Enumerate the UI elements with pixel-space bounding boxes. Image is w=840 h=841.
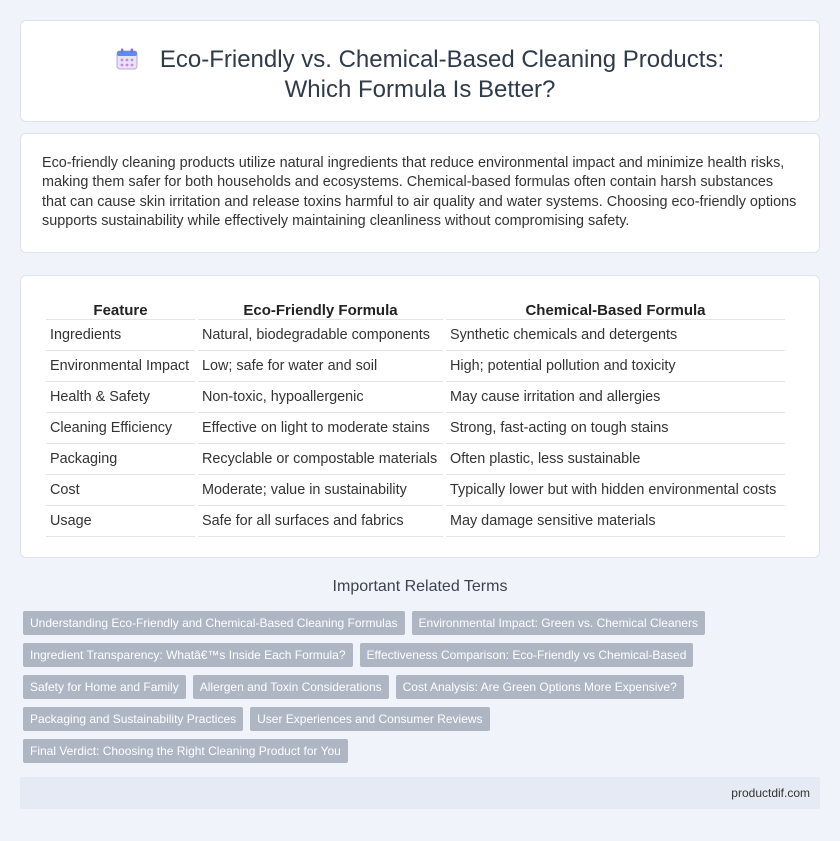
page-title-wrap [81, 45, 759, 105]
related-term-tag[interactable]: Packaging and Sustainability Practices [23, 707, 243, 731]
header-feature: Feature [46, 296, 195, 320]
related-term-tag[interactable]: Final Verdict: Choosing the Right Cleaning Product for You [23, 739, 348, 763]
related-term-tag[interactable]: Understanding Eco-Friendly and Chemical-Based Cleaning Formulas [23, 611, 405, 635]
related-terms-heading: Important Related Terms [332, 578, 508, 595]
related-terms-list [23, 611, 803, 771]
header-eco-friendly: Eco-Friendly Formula [198, 296, 443, 320]
table-row [46, 382, 785, 413]
eco-cell: Moderate; value in sustainability [198, 475, 443, 506]
calendar-icon [116, 48, 138, 70]
eco-cell: Non-toxic, hypoallergenic [198, 382, 443, 413]
comparison-table [43, 296, 788, 537]
feature-cell: Packaging [46, 444, 195, 475]
related-term-tag[interactable]: Cost Analysis: Are Green Options More Expensive? [396, 675, 684, 699]
table-row [46, 506, 785, 537]
chemical-cell: Strong, fast-acting on tough stains [446, 413, 785, 444]
chemical-cell: High; potential pollution and toxicity [446, 351, 785, 382]
page-title: Eco-Friendly vs. Chemical-Based Cleaning Products: Which Formula Is Better? [159, 46, 725, 103]
comparison-card [20, 275, 820, 558]
header-chemical-based: Chemical-Based Formula [446, 296, 785, 320]
chemical-cell: May damage sensitive materials [446, 506, 785, 537]
table-row [46, 351, 785, 382]
eco-cell: Natural, biodegradable components [198, 320, 443, 351]
intro-paragraph: Eco-friendly cleaning products utilize natural ingredients that reduce environmental impact and minimize health risks, making them safer for both households and ecosystems. Chemical-based formulas often contain harsh substances that can cause skin irritation and release toxins harmful to air quality and water systems. Choosing eco-friendly options supports sustainability while effectively maintaining cleanliness without compromising safety. [42, 155, 797, 230]
tag-row [23, 707, 803, 731]
intro-card [20, 133, 820, 253]
table-row [46, 320, 785, 351]
chemical-cell: Synthetic chemicals and detergents [446, 320, 785, 351]
related-term-tag[interactable]: Safety for Home and Family [23, 675, 186, 699]
chemical-cell: May cause irritation and allergies [446, 382, 785, 413]
eco-cell: Safe for all surfaces and fabrics [198, 506, 443, 537]
related-term-tag[interactable]: Environmental Impact: Green vs. Chemical Cleaners [412, 611, 705, 635]
feature-cell: Cost [46, 475, 195, 506]
table-header-row [46, 296, 785, 320]
eco-cell: Low; safe for water and soil [198, 351, 443, 382]
table-row [46, 413, 785, 444]
feature-cell: Usage [46, 506, 195, 537]
tag-row [23, 675, 803, 699]
feature-cell: Cleaning Efficiency [46, 413, 195, 444]
related-term-tag[interactable]: Effectiveness Comparison: Eco-Friendly vs Chemical-Based [360, 643, 694, 667]
table-row [46, 475, 785, 506]
feature-cell: Ingredients [46, 320, 195, 351]
related-term-tag[interactable]: User Experiences and Consumer Reviews [250, 707, 489, 731]
tag-row [23, 739, 803, 763]
feature-cell: Environmental Impact [46, 351, 195, 382]
chemical-cell: Often plastic, less sustainable [446, 444, 785, 475]
chemical-cell: Typically lower but with hidden environmental costs [446, 475, 785, 506]
eco-cell: Effective on light to moderate stains [198, 413, 443, 444]
feature-cell: Health & Safety [46, 382, 195, 413]
footer-site-link[interactable]: productdif.com [731, 786, 810, 800]
title-card [20, 20, 820, 122]
eco-cell: Recyclable or compostable materials [198, 444, 443, 475]
tag-row [23, 643, 803, 667]
related-term-tag[interactable]: Ingredient Transparency: Whatâ€™s Inside Each Formula? [23, 643, 353, 667]
footer [20, 777, 820, 809]
related-term-tag[interactable]: Allergen and Toxin Considerations [193, 675, 389, 699]
tag-row [23, 611, 803, 635]
table-row [46, 444, 785, 475]
